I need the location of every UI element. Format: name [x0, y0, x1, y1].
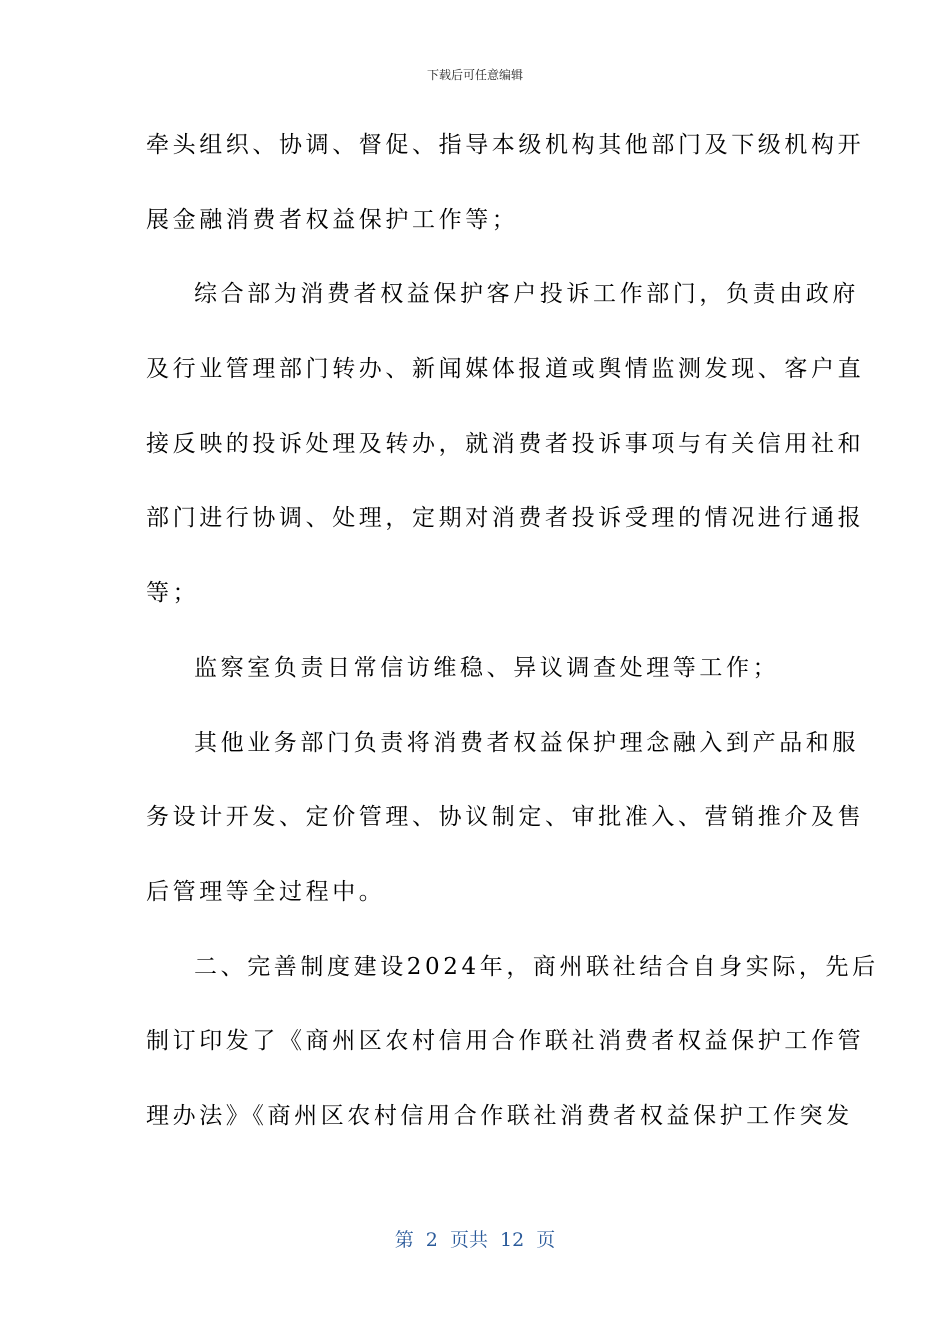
text-line: 后管理等全过程中。: [146, 878, 386, 905]
header-note: 下载后可任意编辑: [426, 68, 523, 82]
paragraph-start-line: 其他业务部门负责将消费者权益保护理念融入到产品和服: [194, 729, 859, 756]
page-number-footer: 第 2 页共 12 页: [394, 1229, 556, 1251]
text-line: 展金融消费者权益保护工作等；: [146, 206, 519, 233]
paragraph-start-line: 监察室负责日常信访维稳、异议调查处理等工作；: [194, 654, 780, 681]
text-line: 及行业管理部门转办、新闻媒体报道或舆情监测发现、客户直: [146, 356, 865, 383]
paragraph-start-line: 综合部为消费者权益保护客户投诉工作部门，负责由政府: [194, 281, 859, 308]
text-line: 牵头组织、协调、督促、指导本级机构其他部门及下级机构开: [146, 132, 865, 158]
document-body: [146, 124, 879, 1170]
text-line: 制订印发了《商州区农村信用合作联社消费者权益保护工作管: [146, 1028, 865, 1055]
text-line: 理办法》《商州区农村信用合作联社消费者权益保护工作突发: [146, 1102, 853, 1129]
text-line: 务设计开发、定价管理、协议制定、审批准入、营销推介及售: [146, 804, 865, 831]
section-heading-line: 二、完善制度建设2024年，商州联社结合自身实际，先后: [194, 953, 879, 980]
text-line: 等；: [146, 580, 200, 607]
text-line: 接反映的投诉处理及转办，就消费者投诉事项与有关信用社和: [146, 430, 865, 457]
text-line: 部门进行协调、处理，定期对消费者投诉受理的情况进行通报: [146, 505, 865, 532]
